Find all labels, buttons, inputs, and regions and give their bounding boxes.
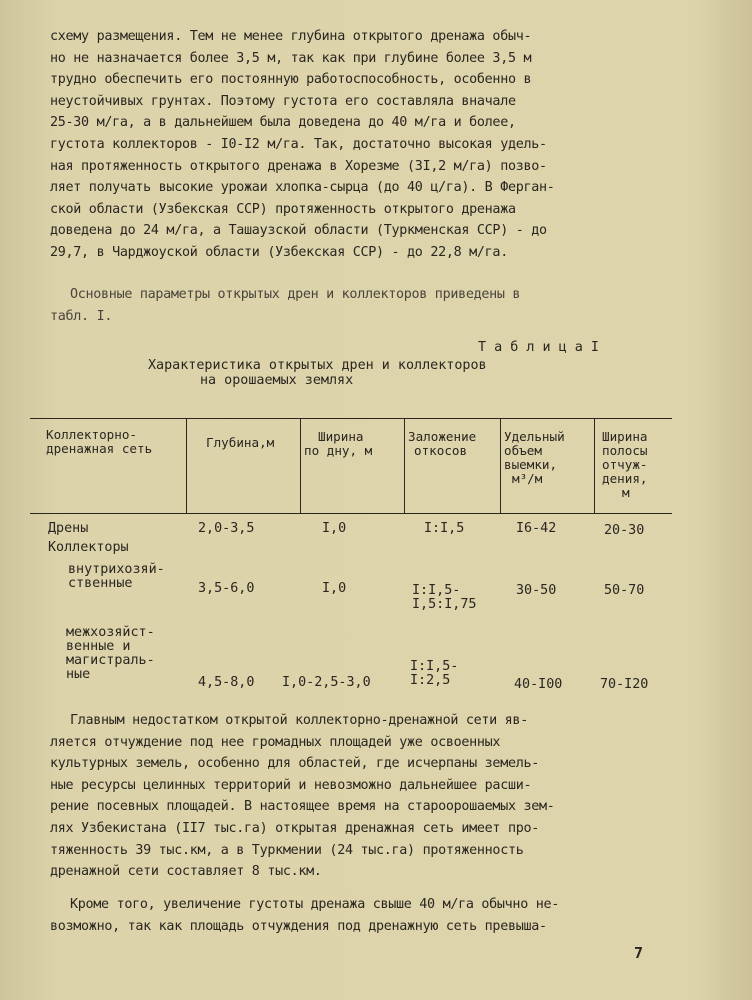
- text-line: тяженность 39 тыс.км, а в Туркмении (24 тыс.га) протяженность: [50, 842, 524, 858]
- text-line: густота коллекторов - I0-I2 м/га. Так, достаточно высокая удель-: [50, 136, 547, 152]
- header-volume: Удельный объем выемки, м³/м: [504, 429, 565, 486]
- text-line: ная протяженность открытого дренажа в Хорезме (3I,2 м/га) позво-: [50, 158, 547, 174]
- table-row-interfarm-slope: I:I,5- I:2,5: [410, 659, 459, 688]
- header-slope: Заложение откосов: [408, 429, 477, 458]
- table-row-interfarm-name: межхозяйст- венные и магистраль- ные: [66, 625, 155, 682]
- table-row-onfarm-slope: I:I,5- I,5:I,75: [412, 583, 477, 612]
- table-row-drains-volume: I6-42: [516, 521, 557, 536]
- page-number: 7: [634, 944, 644, 962]
- text-line: табл. I.: [50, 308, 113, 324]
- text-line: ляет получать высокие урожаи хлопка-сырца (до 40 ц/га). В Ферган-: [50, 180, 555, 196]
- table-row-drains-depth: 2,0-3,5: [198, 521, 255, 536]
- text-line: схему размещения. Тем не менее глубина открытого дренажа обыч-: [50, 29, 532, 44]
- table-row-interfarm-width: I,0-2,5-3,0: [282, 675, 371, 690]
- header-depth: Глубина,м: [206, 435, 275, 450]
- table-row-drains-slope: I:I,5: [424, 521, 465, 536]
- text-line: Кроме того, увеличение густоты дренажа свыше 40 м/га обычно не-: [70, 897, 559, 912]
- top-paragraph: [50, 26, 670, 264]
- text-line: лях Узбекистана (II7 тыс.га) открытая дренажная сеть имеет про-: [50, 820, 539, 836]
- text-line: ляется отчуждение под нее громадных площадей уже освоенных: [50, 734, 501, 750]
- table-row-drains-strip: 20-30: [604, 523, 645, 538]
- table-row-collectors-name: Коллекторы: [48, 540, 129, 555]
- text-line: но не назначается более 3,5 м, так как при глубине более 3,5 м: [50, 50, 532, 66]
- table-row-interfarm-volume: 40-I00: [514, 677, 563, 692]
- table-row-onfarm-depth: 3,5-6,0: [198, 581, 255, 596]
- table-row-interfarm-strip: 70-I20: [600, 677, 649, 692]
- column-divider: [404, 419, 405, 513]
- final-paragraph: [50, 894, 670, 937]
- text-line: ской области (Узбекская ССР) протяженность открытого дренажа: [50, 201, 516, 217]
- table-row-drains-name: Дрены: [48, 521, 89, 536]
- text-line: 25-30 м/га, а в дальнейшем была доведена до 40 м/га и более,: [50, 115, 516, 131]
- table-row-onfarm-volume: 30-50: [516, 583, 557, 598]
- table-label: Т а б л и ц а I: [478, 340, 599, 355]
- header-network: Коллекторно- дренажная сеть: [46, 427, 153, 456]
- text-line: неустойчивых грунтах. Поэтому густота его составляла вначале: [50, 93, 516, 109]
- table-row-drains-width: I,0: [322, 521, 347, 536]
- text-line: трудно обеспечить его постоянную работоспособность, особенно в: [50, 72, 532, 88]
- table-top-rule: [30, 418, 672, 419]
- bottom-paragraph: [50, 710, 670, 883]
- text-line: Главным недостатком открытой коллекторно-дренажной сети яв-: [70, 713, 528, 728]
- column-divider: [500, 419, 501, 513]
- text-line: 29,7, в Чарджоуской области (Узбекская ССР) - до 22,8 м/га.: [50, 244, 508, 260]
- text-line: ные ресурсы целинных территорий и невозможно дальнейшее расши-: [50, 777, 532, 793]
- table-row-onfarm-name: внутрихозяй- ственные: [68, 562, 165, 591]
- header-bottom-width: Ширина по дну, м: [304, 429, 373, 458]
- table-header-rule: [30, 513, 672, 514]
- table-row-interfarm-depth: 4,5-8,0: [198, 675, 255, 690]
- table-row-onfarm-strip: 50-70: [604, 583, 645, 598]
- table-title: Характеристика открытых дрен и коллекторов: [148, 358, 487, 373]
- text-line: дренажной сети составляет 8 тыс.км.: [50, 864, 322, 880]
- column-divider: [300, 419, 301, 513]
- header-strip-width: Ширина полосы отчуж- дения, м: [602, 429, 648, 500]
- table-title-continued: на орошаемых землях: [200, 373, 354, 388]
- text-line: Основные параметры открытых дрен и коллекторов приведены в: [70, 287, 521, 302]
- text-line: возможно, так как площадь отчуждения под дренажную сеть превыша-: [50, 918, 547, 934]
- table-reference-paragraph: [50, 284, 670, 327]
- column-divider: [186, 419, 187, 513]
- table-row-onfarm-width: I,0: [322, 581, 347, 596]
- text-line: рение посевных площадей. В настоящее время на староорошаемых зем-: [50, 799, 555, 815]
- column-divider: [594, 419, 595, 513]
- text-line: культурных земель, особенно для областей, где исчерпаны земель-: [50, 756, 539, 772]
- text-line: доведена до 24 м/га, а Ташаузской области (Туркменская ССР) - до: [50, 223, 547, 239]
